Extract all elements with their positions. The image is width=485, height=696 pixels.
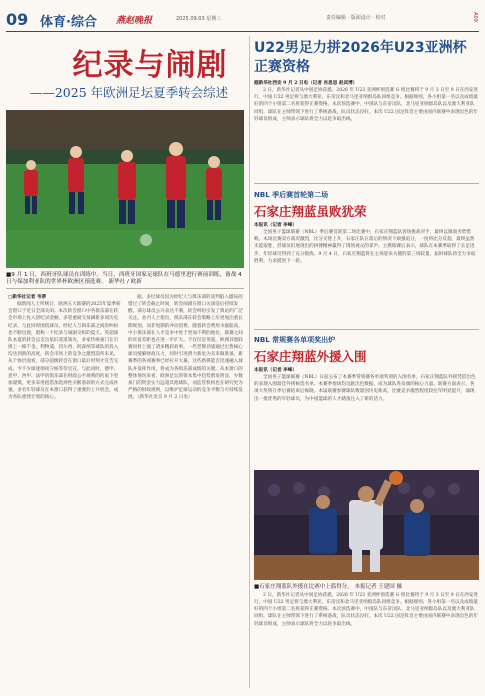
main-byline: □新华社记者 韦蒂: [8, 295, 47, 300]
nbl-playoff-kicker: NBL 季后赛首轮第二场: [254, 191, 329, 199]
main-subheadline: ——2025 年欧洲足坛夏季转会综述: [29, 85, 229, 100]
nbl-awards-article-continued: [254, 592, 479, 688]
caption-rule: [6, 288, 244, 289]
section-separator-2: [254, 329, 479, 330]
nbl-playoff-title: 石家庄翔蓝虽败犹荣: [254, 204, 367, 219]
nbl-playoff-article: [254, 222, 479, 327]
nbl-playoff-body: 全国男子篮球联赛（NBL）季后赛首轮第二场比赛中，石家庄翔蓝队客场挑战对手，最终以微弱劣势惜败。本场比赛双方战况激烈，比分交替上升，石家庄队在落后的情况下顽强追分，一度将比分反超。最终虽然未能取胜，但球员们展现出的拼搏精神赢得了现场观众的掌声。主教练赛后表示，球队在本赛季取得了长足进步，年轻球员得到了充分锻炼。9 月 4 日，石家庄翔蓝将在主场迎来关键的第三场较量，届时球队将全力争取胜利，力求挺进下一轮。: [254, 230, 476, 264]
nbl-playoff-header: [254, 190, 479, 220]
main-photo-caption: ■9 月 1 日，西班牙队球员在训练中。当日，西班牙国家足球队在马德里进行赛前训练，备战 4 日与保加利亚队的世界杯欧洲区预选赛。 新华社 / 欧新: [6, 272, 242, 286]
u22-byline: 据新华社西安 9 月 2 日电（记者 肖思思 赵宾博）: [254, 81, 358, 86]
nbl-playoff-byline: 本报讯（记者 李峰）: [254, 223, 297, 228]
training-photo-illustration: [6, 110, 244, 268]
nbl-awards-body: 全国男子篮球联赛（NBL）日前公布了本赛季常规赛各单项奖项的入围名单，石家庄翔蓝队外援凭借出色的表现入围最佳外援候选名单。本赛季他场均贡献出色数据，成为球队进攻端的核心力量。联赛方面表示，各项大奖将在季后赛结束后揭晓。本届联赛参赛球队数量创历史新高，比赛竞争激烈程度较往年明显提升，涌现出一批优秀的年轻球员，为中国篮球的人才储备注入了新的活力。: [254, 375, 476, 402]
nbl-awards-byline: 本报讯（记者 李峰）: [254, 368, 297, 373]
u22-body: 2 日，新华社记者从中国足协获悉，2026 年 U23 亚洲杯预选赛 G 组比赛将于 9 月 3 日至 9 日在西安进行。中国 U22 男足将与澳大利亚、东帝汶和北马里亚纳群岛队同组竞争。根据规则，各小组第一名以及成绩最好的四个小组第二名将获得正赛资格。本次预选赛中，中国队与东帝汶队、北马里亚纳群岛队以及澳大利亚队同组，球队在主帅带领下进行了系统备战，队员状态良好。本次 U22 国足阵容主要由国内联赛中表现出色的年轻球员组成，主帅表示球队将全力以赴争取出线。: [254, 88, 479, 122]
masthead: 燕赵晚报: [116, 16, 153, 26]
nbl-awards-kicker: NBL 常规赛各单项奖出炉: [254, 336, 336, 344]
header-rule: [6, 31, 479, 32]
basketball-photo-caption: ■石家庄翔蓝队外援在比赛中上篮得分。 本报记者 王建国 摄: [254, 584, 402, 590]
section-title: 体育·综合: [40, 15, 97, 30]
main-body-text-1: 据新闻人士所统计，欧洲五大联赛的2025年夏季转会窗口于近日全部关闭。本次转会窗口中各俱乐部在转会市场上投入创纪录金额，多笔重磅交易刷新多项历史纪录，与此同时围绕球员、经纪人与俱乐部之间的纠纷也不断出现，堪称一个纪录与闹剧交织的夏天。英超球队本夏的转会总支出依旧遥遥领先，多家传统豪门在引援上一掷千金。利物浦、切尔西、阿森纳等球队的投入均达到新的高度，转会市场上的竞争之激烈前所未见。从个体层面看，部分超级转会在窗口最后时刻才宣告完成，令不少球迷彻夜守候等待官宣。与此同时，德甲、意甲、西甲、法甲的俱乐部在财政公平规则的约束下更加谨慎，更多采用租借加选择性买断条款的方式完成补强。多名年轻球员在本窗口获得了重要的上升机会，成为各队重建计划的核心。: [8, 302, 121, 401]
main-headline: 纪录与闹剧: [72, 48, 228, 83]
page-corner-mark: A09: [471, 12, 478, 22]
section-separator-1: [254, 183, 479, 184]
u22-headline: U22男足力拼2026年U23亚洲杯正赛资格: [254, 40, 467, 75]
nbl-awards-body-cont: 2 日，新华社记者从中国足协获悉，2026 年 U23 亚洲杯预选赛 G 组比赛将于 9 月 3 日至 9 日在西安进行。中国 U22 男足将与澳大利亚、东帝汶和北马里亚纳群岛队同组竞争。根据规则，各小组第一名以及成绩最好的四个小组第二名将获得正赛资格。本次预选赛中，中国队与东帝汶队、北马里亚纳群岛队以及澳大利亚队同组，球队在主帅带领下进行了系统备战，队员状态良好。本次 U22 国足阵容主要由国内联赛中表现出色的年轻球员组成，主帅表示球队将全力以赴争取出线。: [254, 593, 479, 627]
column-divider: [249, 36, 250, 688]
nbl-awards-header: [254, 335, 479, 365]
main-body-text-2: 据，多位球员因为经纪人与俱乐部的谈判陷入僵局而错过了转会截止时间，转会闹剧在窗口关闭前后持续发酵。部分球员公开表达不满，转会纠纷引发了舆论的广泛关注。业内人士指出，俱乐部在转会策略上应更加注重长期规划，而非短期的冲动消费。随着转会费用水涨船高，中小俱乐部在人才竞争中处于更加不利的地位，联赛之间的贫富差距也在进一步扩大。不仅仅是英超，欧洲其他联赛同样上演了诸多精彩故事。一些老牌劲旅通过出售核心球员缓解财政压力，同时引进潜力新星为未来做准备。新赛季的各项赛事已经拉开大幕，这些新援能否迅速融入球队并发挥作用，将成为各俱乐部成绩的关键。从本窗口的整体情况来看，欧洲足坛的资本集中趋势愈发明显，少数豪门的资金实力远超其他球队，而监管机构也在研究更为严格的财政规则，以维护足球运动的竞争平衡与可持续发展。（新华社北京 9 月 2 日电）: [128, 295, 243, 401]
training-photo: [6, 110, 244, 268]
basketball-photo: [254, 470, 479, 580]
header-editors: 责任编辑 · 版面设计 · 校对: [326, 15, 386, 21]
u22-article: [254, 80, 479, 180]
nbl-awards-article-top: [254, 367, 479, 467]
main-article-column-1: [8, 294, 122, 686]
basketball-photo-illustration: [254, 470, 479, 580]
nbl-awards-title: 石家庄翔蓝外援入围: [254, 349, 367, 364]
page-header: [0, 0, 485, 34]
header-date: 2025.09.03 星期三: [176, 16, 222, 22]
main-article-column-2: [128, 294, 244, 686]
page-number: 09: [6, 10, 29, 29]
